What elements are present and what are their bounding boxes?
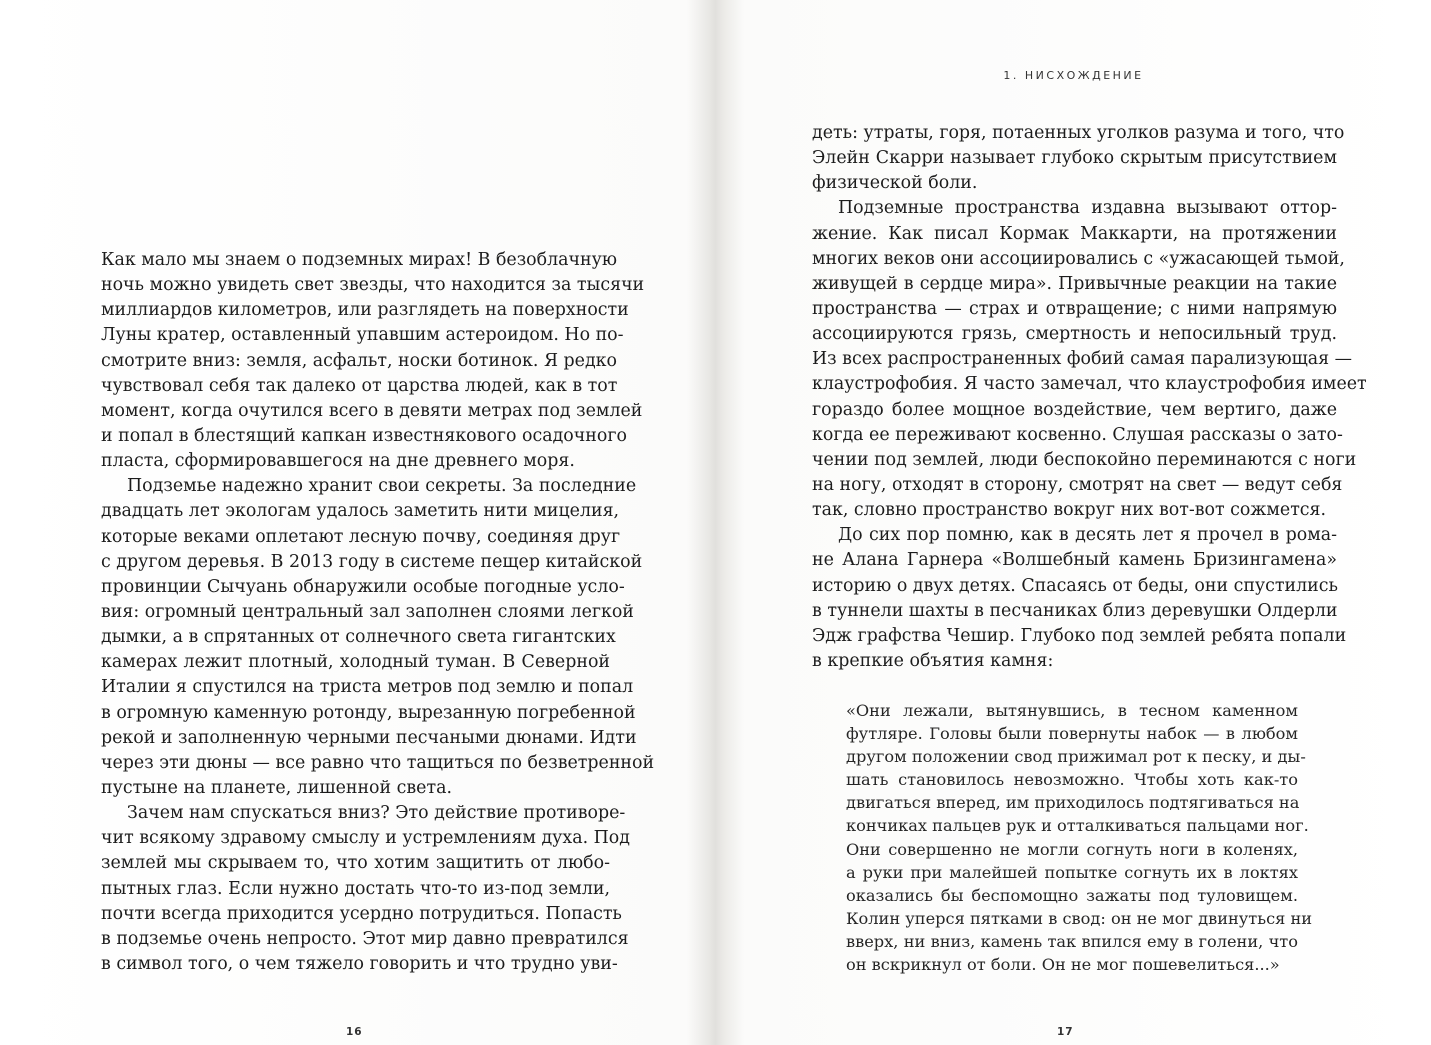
text-line: землей мы скрываем то, что хотим защитить от любо-	[101, 853, 610, 874]
text-line: через эти дюны — все равно что тащиться по безветренной	[101, 752, 655, 773]
quote-line: Они совершенно не могли согнуть ноги в коленях,	[846, 839, 1298, 859]
quote-line: другом положении свод прижимал рот к песку, и ды-	[846, 747, 1306, 767]
text-line: дымки, а в спрятанных от солнечного света гигантских	[101, 627, 616, 648]
text-line: в подземье очень непросто. Этот мир давно превратился	[101, 928, 629, 949]
text-line: Луны кратер, оставленный упавшим астероидом. Но по-	[101, 325, 624, 346]
text-line: двадцать лет экологам удалось заметить нити мицелия,	[101, 501, 620, 522]
page-number-left: 16	[346, 1026, 363, 1038]
text-line: Как мало мы знаем о подземных мирах! В безоблачную	[101, 250, 618, 270]
text-line: многих веков они ассоциировались с «ужасающей тьмой,	[812, 248, 1345, 269]
text-line: так, словно пространство вокруг них вот-вот сожмется.	[812, 500, 1327, 521]
text-line: когда ее переживают косвенно. Слушая рассказы о зато-	[812, 424, 1343, 445]
quote-line: а руки при малейшей попытке согнуть их в локтях	[846, 862, 1298, 882]
text-line: жение. Как писал Кормак Маккарти, на протяжении	[812, 223, 1337, 244]
text-line: пустыне на планете, лишенной света.	[101, 777, 452, 798]
text-line: чувствовал себя так далеко от царства людей, как в тот	[101, 375, 618, 396]
text-line: на ногу, отходят в сторону, смотрят на свет — ведут себя	[812, 474, 1343, 495]
text-line: Элейн Скарри называет глубоко скрытым присутствием	[812, 148, 1337, 169]
right-page	[716, 0, 1431, 1045]
quote-line: кончиках пальцев рук и отталкиваться пальцами ног.	[846, 816, 1309, 836]
text-line: ассоциируются грязь, смертность и непосильный труд.	[812, 324, 1337, 345]
text-line: Подземье надежно хранит свои секреты. За последние	[127, 476, 637, 497]
running-head: 1. НИСХОЖДЕНИЕ	[1003, 69, 1144, 82]
text-line: чении под землей, люди беспокойно переминаются с ноги	[812, 449, 1357, 470]
text-line: До сих пор помню, как в десять лет я прочел в рома-	[838, 525, 1337, 546]
text-line: пытных глаз. Если нужно достать что-то из-под земли,	[101, 878, 610, 899]
right-page-body	[812, 121, 1367, 674]
quote-line: Колин уперся пятками в свод: он не мог двинуться ни	[846, 908, 1313, 928]
text-line: живущей в сердце мира». Привычные реакции на такие	[812, 273, 1337, 294]
text-line: физической боли.	[812, 173, 978, 194]
text-line: Из всех распространенных фобий самая парализующая —	[812, 349, 1353, 370]
text-line: рекой и заполненную черными песчаными дюнами. Идти	[101, 727, 637, 748]
text-line: вия: огромный центральный зал заполнен слоями легкой	[101, 601, 634, 622]
text-line: которые веками оплетают лесную почву, соединяя друг	[101, 526, 621, 547]
page-number-right: 17	[1057, 1026, 1074, 1038]
text-line: смотрите вниз: земля, асфальт, носки ботинок. Я редко	[101, 350, 617, 371]
text-line: Подземные пространства издавна вызывают оттор-	[838, 198, 1337, 219]
quote-line: он вскрикнул от боли. Он не мог пошевелиться...»	[846, 955, 1280, 975]
text-line: Италии я спустился на триста метров под землю и попал	[101, 677, 634, 698]
quote-line: футляре. Головы были повернуты набок — в любом	[846, 724, 1298, 744]
text-line: Эдж графства Чешир. Глубоко под землей ребята попали	[812, 625, 1347, 646]
text-line: миллиардов километров, или разглядеть на поверхности	[101, 300, 629, 321]
text-line: ночь можно увидеть свет звезды, что находится за тысячи	[101, 275, 645, 296]
text-line: в туннели шахты в песчаниках близ деревушки Олдерли	[812, 600, 1338, 621]
text-line: камерах лежит плотный, холодный туман. В Северной	[101, 652, 610, 673]
quote-line: оказались бы беспомощно зажаты под туловищем.	[846, 885, 1298, 905]
text-line: почти всегда приходится усердно потрудиться. Попасть	[101, 903, 622, 924]
left-page-body	[101, 248, 655, 977]
quote-line: «Они лежали, вытянувшись, в тесном каменном	[846, 701, 1298, 720]
text-line: чит всякому здравому смыслу и устремлениям духа. Под	[101, 828, 630, 849]
text-line: в огромную каменную ротонду, вырезанную погребенной	[101, 702, 636, 723]
quote-line: двигаться вперед, им приходилось подтягиваться на	[846, 793, 1300, 813]
text-line: деть: утраты, горя, потаенных уголков разума и того, что	[812, 123, 1345, 143]
text-line: пространства — страх и отвращение; с ними напрямую	[812, 298, 1337, 319]
text-line: клаустрофобия. Я часто замечал, что клаустрофобия имеет	[812, 374, 1367, 395]
text-line: Зачем нам спускаться вниз? Это действие противоре-	[127, 803, 626, 824]
left-page	[0, 0, 715, 1045]
quote-line: шать становилось невозможно. Чтобы хоть как-то	[846, 770, 1298, 790]
text-line: историю о двух детях. Спасаясь от беды, они спустились	[812, 575, 1338, 596]
text-line: момент, когда очутился всего в девяти метрах под землей	[101, 400, 643, 421]
quote-line: вверх, ни вниз, камень так впился ему в голени, что	[846, 931, 1298, 951]
text-line: с другом деревья. В 2013 году в системе пещер китайской	[101, 551, 643, 572]
block-quote	[846, 699, 1313, 976]
text-line: не Алана Гарнера «Волшебный камень Бризингамена»	[812, 550, 1337, 571]
text-line: и попал в блестящий капкан известнякового осадочного	[101, 425, 627, 446]
text-line: гораздо более мощное воздействие, чем вертиго, даже	[812, 399, 1337, 420]
text-line: в крепкие объятия камня:	[812, 650, 1054, 671]
text-line: в символ того, о чем тяжело говорить и что трудно уви-	[101, 953, 618, 974]
text-line: провинции Сычуань обнаружили особые погодные усло-	[101, 576, 625, 597]
text-line: пласта, сформировавшегося на дне древнего моря.	[101, 451, 575, 472]
